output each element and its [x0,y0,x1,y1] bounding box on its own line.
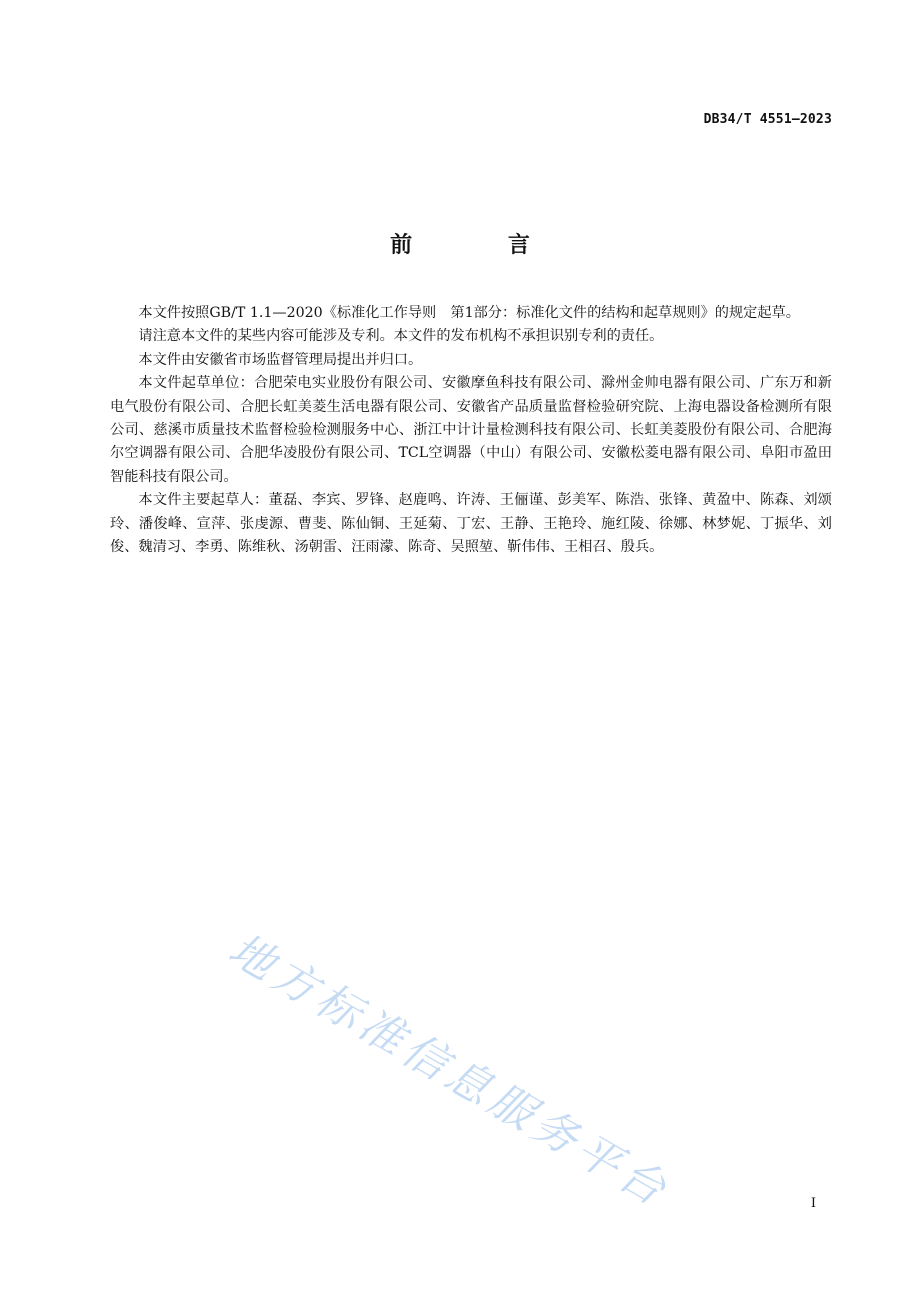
paragraph-drafting-units: 本文件起草单位：合肥荣电实业股份有限公司、安徽摩鱼科技有限公司、滁州金帅电器有限公司、广东万和新电气股份有限公司、合肥长虹美菱生活电器有限公司、安徽省产品质量监督检验研究院、上海电器设备检测所有限公司、慈溪市质量技术监督检验检测服务中心、浙江中计计量检测科技有限公司、长虹美菱股份有限公司、合肥海尔空调器有限公司、合肥华凌股份有限公司、TCL空调器（中山）有限公司、安徽松菱电器有限公司、阜阳市盈田智能科技有限公司。 [110,375,832,485]
page-number: I [810,1196,816,1211]
paragraph-proposer: 本文件由安徽省市场监督管理局提出并归口。 [138,351,423,368]
foreword-body [110,302,832,559]
page-title: 前 言 [390,232,574,258]
paragraph-drafting-rules: 本文件按照GB/T 1.1—2020《标准化工作导则 第1部分：标准化文件的结构和起草规则》的规定起草。 [138,305,800,321]
paragraph-patent-notice: 请注意本文件的某些内容可能涉及专利。本文件的发布机构不承担识别专利的责任。 [138,328,664,345]
watermark: 地方标准信息服务平台 [220,923,679,1218]
paragraph-drafters: 本文件主要起草人：董磊、李宾、罗锋、赵鹿鸣、许涛、王俪谨、彭美军、陈浩、张锋、黄盈中、陈森、刘颂玲、潘俊峰、宣萍、张虔源、曹斐、陈仙铜、王延菊、丁宏、王静、王艳玲、施红陵、徐娜、林梦妮、丁振华、刘俊、魏清习、李勇、陈维秋、汤朝雷、汪雨濛、陈奇、吴照堃、靳伟伟、王相召、殷兵。 [110,492,832,556]
document-code: DB34/T 4551—2023 [703,112,832,127]
